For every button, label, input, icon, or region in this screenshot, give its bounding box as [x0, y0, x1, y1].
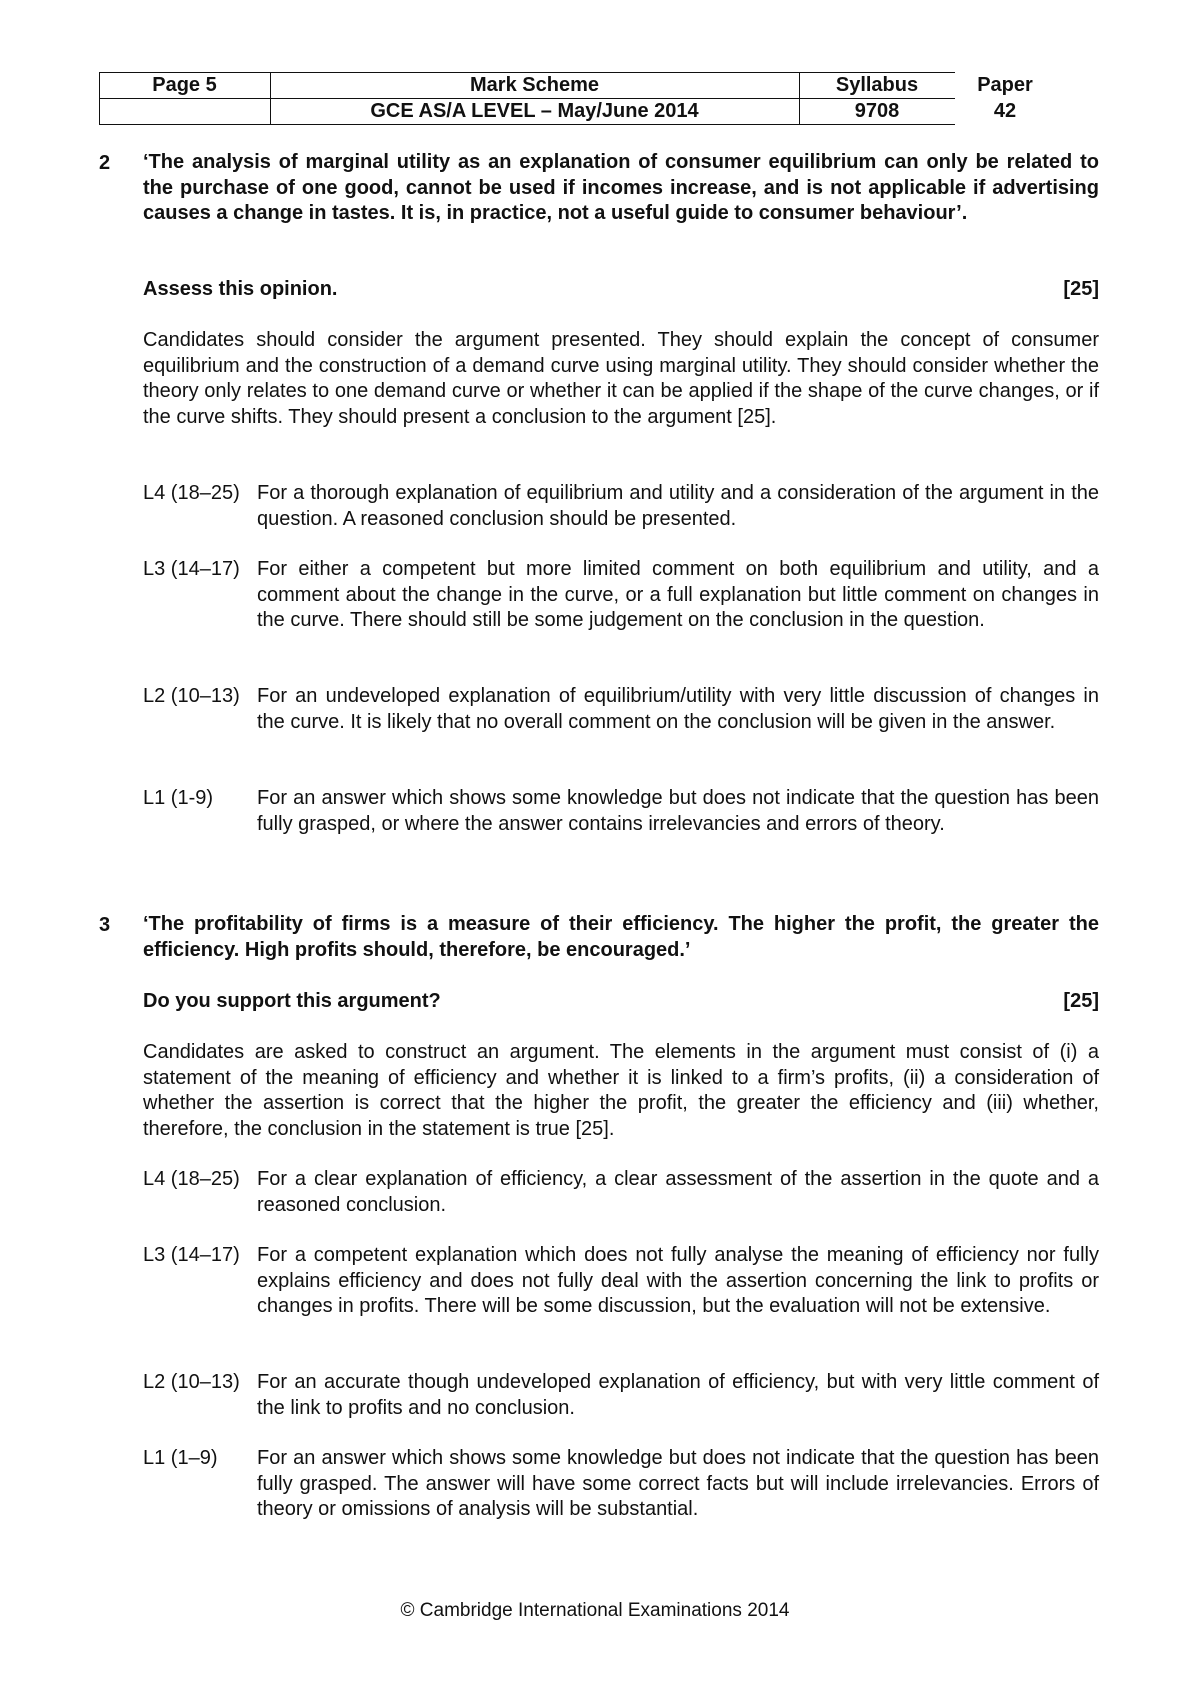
level-text: For either a competent but more limited comment on both equilibrium and utility, and a comment about the change in the curve, or a full explanation but little comment on changes in the curve. There should still be some judgement on the conclusion in the question. [257, 558, 1099, 631]
level-descriptor [143, 1446, 1099, 1523]
level-label: L1 (1-9) [143, 787, 214, 809]
question-task-row [143, 988, 1099, 1014]
level-descriptor [143, 1370, 1099, 1421]
question-guidance: Candidates should consider the argument presented. They should explain the concept of consumer equilibrium and the construction of a demand curve using marginal utility. They should consider whether the theory only relates to one demand curve or whether it can be applied if the shape of the curve changes, or if the curve shifts. They should present a conclusion to the argument [25]. [143, 329, 1099, 428]
level-text: For an answer which shows some knowledge but does not indicate that the question has been fully grasped, or where the answer contains irrelevancies and errors of theory. [257, 787, 1099, 835]
question-quote: ‘The profitability of firms is a measure of their efficiency. The higher the profit, the greater the efficiency. High profits should, therefore, be encouraged.’ [143, 913, 1099, 961]
header-table [99, 72, 1055, 124]
level-descriptor [143, 684, 1099, 735]
level-label: L3 (14–17) [143, 1244, 240, 1266]
level-descriptor [143, 557, 1099, 634]
header-syllabus-label: Syllabus [835, 74, 919, 96]
level-text: For a competent explanation which does not fully analyse the meaning of efficiency nor fully explains efficiency and does not fully deal with the assertion concerning the link to profits or changes in profits. There will be some discussion, but the evaluation will not be extensive. [257, 1244, 1099, 1317]
header-syllabus-code: 9708 [854, 100, 900, 122]
level-label: L2 (10–13) [143, 685, 240, 707]
question-marks: [25] [1063, 278, 1099, 300]
question-task: Do you support this argument? [143, 990, 441, 1012]
level-text: For an undeveloped explanation of equilibrium/utility with very little discussion of changes in the curve. It is likely that no overall comment on the conclusion will be given in the answer. [257, 685, 1099, 733]
level-label: L4 (18–25) [143, 1168, 240, 1190]
question-task-row [143, 276, 1099, 302]
level-descriptor [143, 1243, 1099, 1320]
question-number: 2 [99, 152, 111, 174]
header-mark-scheme: Mark Scheme [470, 74, 599, 96]
header-paper-label: Paper [977, 74, 1033, 96]
level-text: For a clear explanation of efficiency, a clear assessment of the assertion in the quote and a reasoned conclusion. [257, 1168, 1099, 1216]
level-label: L3 (14–17) [143, 558, 240, 580]
level-label: L4 (18–25) [143, 482, 240, 504]
question-marks: [25] [1063, 990, 1099, 1012]
question-guidance: Candidates are asked to construct an argument. The elements in the argument must consist of (i) a statement of the meaning of efficiency and whether it is linked to a firm’s profits, (ii) a consideration of whether the assertion is correct that the higher the profit, the greater the efficiency and (iii) whether, therefore, the conclusion in the statement is true [25]. [143, 1041, 1099, 1140]
level-descriptor [143, 786, 1099, 837]
level-descriptor [143, 1167, 1099, 1218]
header-paper-number: 42 [993, 100, 1017, 122]
header-rule-bottom [99, 124, 955, 125]
header-page: Page 5 [152, 74, 217, 96]
level-label: L2 (10–13) [143, 1371, 240, 1393]
question-number: 3 [99, 914, 111, 936]
level-text: For a thorough explanation of equilibrium and utility and a consideration of the argument in the question. A reasoned conclusion should be presented. [257, 482, 1099, 530]
question-task: Assess this opinion. [143, 278, 338, 300]
level-descriptor [143, 481, 1099, 532]
question-quote: ‘The analysis of marginal utility as an explanation of consumer equilibrium can only be related to the purchase of one good, cannot be used if incomes increase, and is not applicable if advertising causes a change in tastes. It is, in practice, not a useful guide to consumer behaviour’. [143, 151, 1099, 224]
level-text: For an answer which shows some knowledge but does not indicate that the question has been fully grasped. The answer will have some correct facts but will include irrelevancies. Errors of theory or omissions of analysis will be substantial. [257, 1447, 1099, 1520]
header-exam: GCE AS/A LEVEL – May/June 2014 [370, 100, 699, 122]
level-label: L1 (1–9) [143, 1447, 218, 1469]
footer-copyright: © Cambridge International Examinations 2014 [400, 1600, 790, 1621]
level-text: For an accurate though undeveloped explanation of efficiency, but with very little comment of the link to profits and no conclusion. [257, 1371, 1099, 1419]
